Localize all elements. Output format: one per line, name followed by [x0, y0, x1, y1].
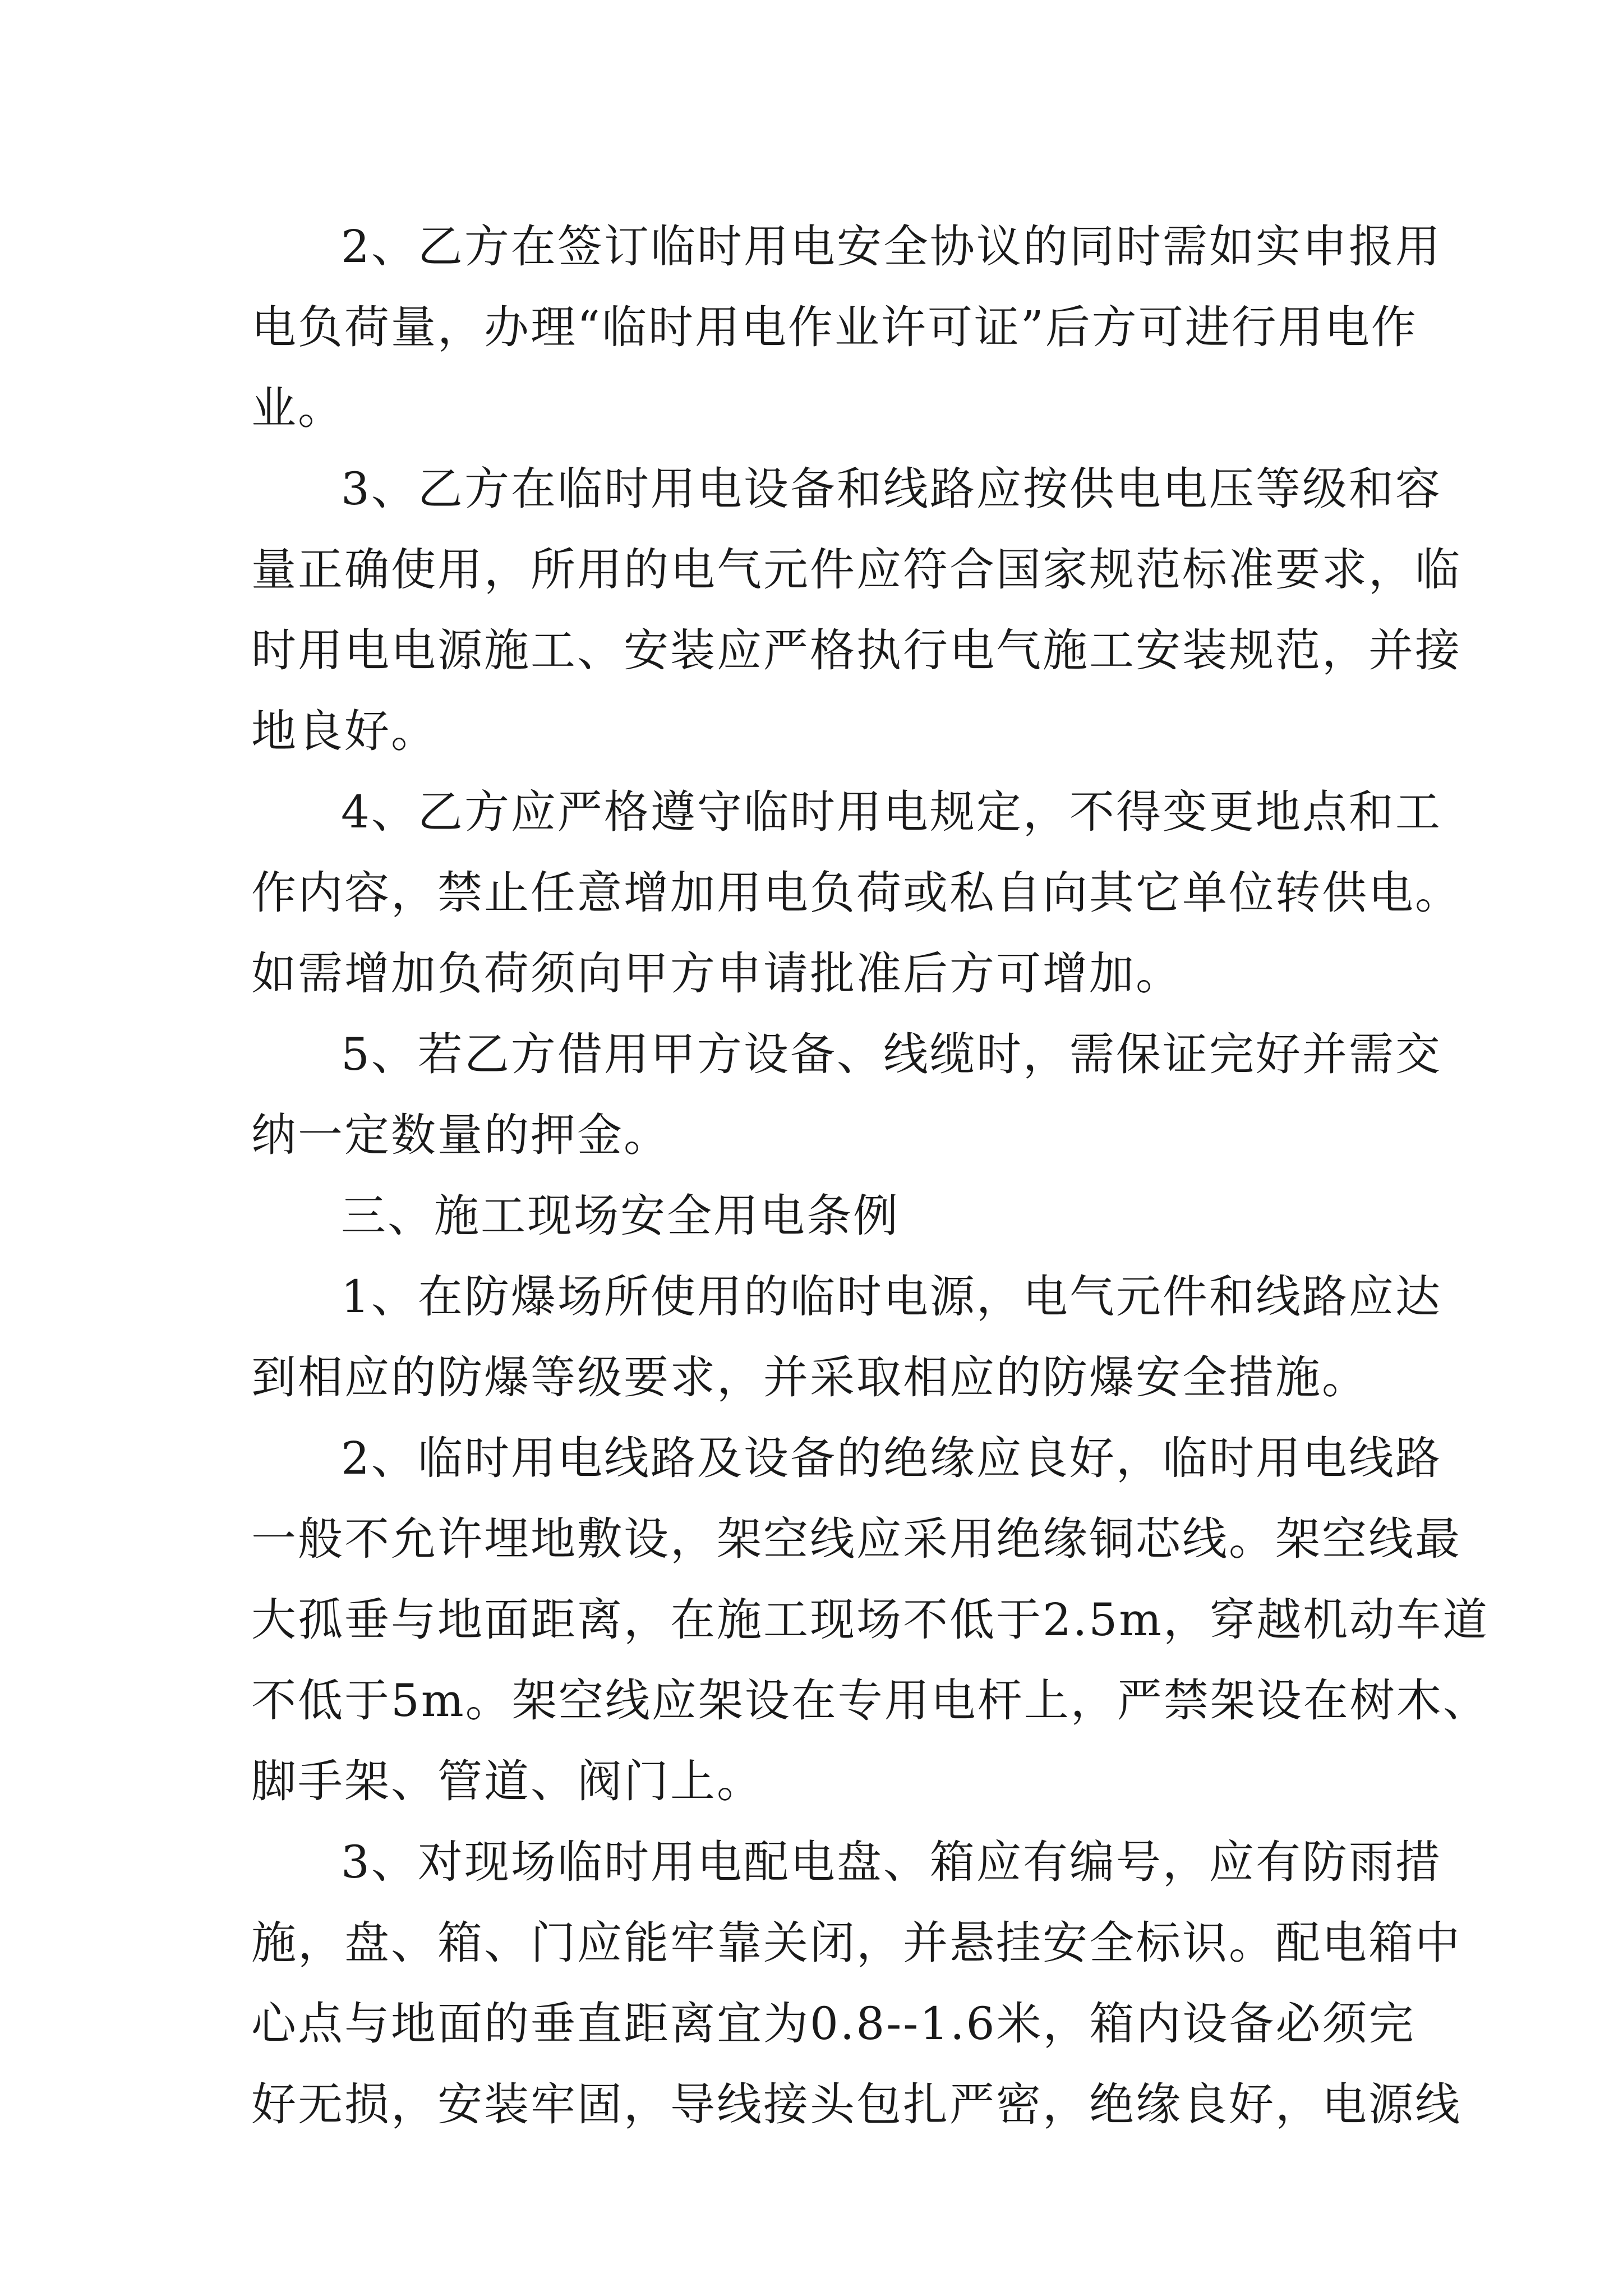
text-line: 电负荷量，办理“临时用电作业许可证”后方可进行用电作: [251, 301, 1418, 353]
text-line: 业。: [251, 382, 344, 434]
text-line: 如需增加负荷须向甲方申请批准后方可增加。: [251, 947, 1182, 1000]
text-line: 1、在防爆场所使用的临时电源，电气元件和线路应达: [341, 1271, 1442, 1323]
text-line: 3、乙方在临时用电设备和线路应按供电电压等级和容: [341, 463, 1442, 515]
document-body: [251, 206, 1490, 2145]
text-line: 4、乙方应严格遵守临时用电规定，不得变更地点和工: [341, 786, 1442, 838]
text-line: 不低于5m。架空线应架设在专用电杆上，严禁架设在树木、: [251, 1674, 1490, 1727]
text-line: 大孤垂与地面距离，在施工现场不低于2.5m，穿越机动车道: [251, 1594, 1490, 1646]
text-line: 作内容，禁止任意增加用电负荷或私自向其它单位转供电。: [251, 867, 1461, 919]
text-line: 量正确使用，所用的电气元件应符合国家规范标准要求，临: [251, 544, 1461, 596]
text-line: 到相应的防爆等级要求，并采取相应的防爆安全措施。: [251, 1351, 1368, 1404]
text-line: 一般不允许埋地敷设，架空线应采用绝缘铜芯线。架空线最: [251, 1513, 1461, 1565]
text-line: 三、施工现场安全用电条例: [341, 1190, 900, 1242]
text-line: 脚手架、管道、阀门上。: [251, 1755, 763, 1807]
text-line: 纳一定数量的押金。: [251, 1109, 670, 1161]
text-line: 心点与地面的垂直距离宜为0.8--1.6米，箱内设备必须完: [251, 1998, 1415, 2050]
text-line: 地良好。: [251, 705, 437, 757]
text-line: 2、乙方在签订临时用电安全协议的同时需如实申报用: [341, 220, 1442, 273]
text-line: 5、若乙方借用甲方设备、线缆时，需保证完好并需交: [341, 1028, 1442, 1080]
text-line: 3、对现场临时用电配电盘、箱应有编号，应有防雨措: [341, 1836, 1442, 1888]
text-line: 时用电电源施工、安装应严格执行电气施工安装规范，并接: [251, 624, 1461, 677]
text-line: 2、临时用电线路及设备的绝缘应良好，临时用电线路: [341, 1432, 1442, 1484]
text-line: 施，盘、箱、门应能牢靠关闭，并悬挂安全标识。配电箱中: [251, 1917, 1461, 1969]
text-line: 好无损，安装牢固，导线接头包扎严密，绝缘良好，电源线: [251, 2078, 1461, 2131]
